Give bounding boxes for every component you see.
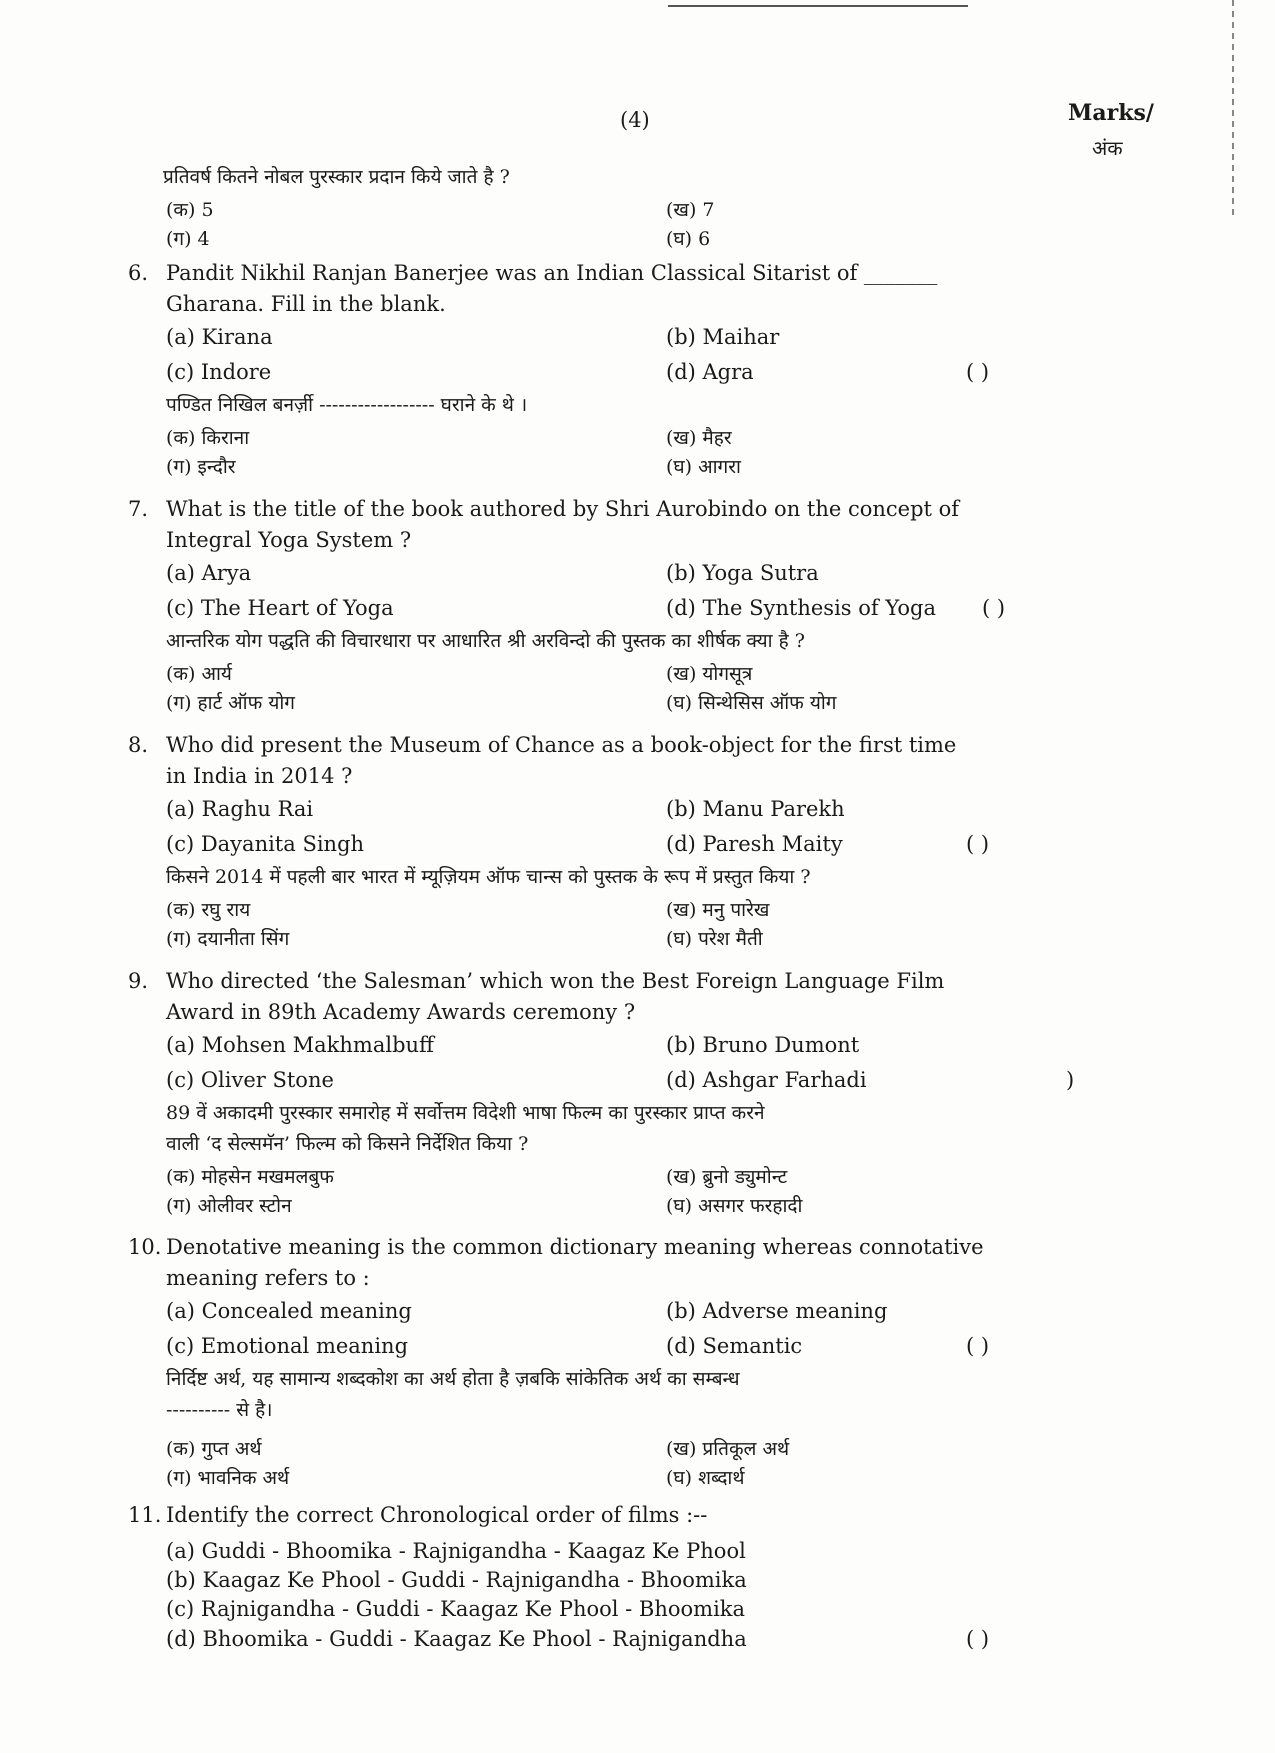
question-text-line2: Gharana. Fill in the blank.: [166, 292, 446, 316]
marks-label-hindi: अंक: [1092, 136, 1123, 160]
option-gha: (घ) 6: [666, 228, 711, 250]
option-ga: (ग) दयानीता सिंग: [166, 928, 290, 950]
marks-label: Marks/: [1068, 100, 1154, 126]
question-text-line2: Award in 89th Academy Awards ceremony ?: [166, 1000, 636, 1024]
question-text-hindi: किसने 2014 में पहली बार भारत में म्यूज़ियम ऑफ चान्स को पुस्तक के रूप में प्रस्तुत किया ?: [166, 866, 811, 888]
question-6: [128, 258, 1128, 479]
option-c: (c) Indore: [166, 360, 272, 384]
option-ka: (क) 5: [166, 199, 214, 221]
page-number: (4): [620, 108, 650, 132]
answer-parenthesis: ( ): [966, 832, 990, 856]
option-gha: (घ) आगरा: [666, 456, 741, 478]
option-b: (b) Adverse meaning: [666, 1299, 888, 1323]
option-d: (d) Semantic: [666, 1334, 803, 1358]
question-text-hindi-line2: वाली ‘द सेल्समॅन’ फिल्म को किसने निर्देशित किया ?: [166, 1133, 529, 1155]
question-text-line1: Pandit Nikhil Ranjan Banerjee was an Indian Classical Sitarist of _______: [166, 261, 938, 285]
answer-parenthesis: ( ): [966, 1334, 990, 1358]
option-gha: (घ) असगर फरहादी: [666, 1195, 803, 1217]
option-b: (b) Maihar: [666, 325, 780, 349]
option-ka: (क) किराना: [166, 427, 250, 449]
option-d: (d) Paresh Maity: [666, 832, 843, 856]
question-5-continuation: [128, 162, 1128, 251]
option-b: (b) Manu Parekh: [666, 797, 845, 821]
question-number: 11.: [128, 1503, 162, 1527]
option-a: (a) Arya: [166, 561, 252, 585]
option-ga: (ग) ओलीवर स्टोन: [166, 1195, 292, 1217]
option-c: (c) Rajnigandha - Guddi - Kaagaz Ke Phool - Bhoomika: [166, 1597, 746, 1621]
option-ka: (क) आर्य: [166, 663, 232, 685]
option-c: (c) Oliver Stone: [166, 1068, 334, 1092]
option-kha: (ख) प्रतिकूल अर्थ: [666, 1438, 790, 1460]
question-8: [128, 730, 1128, 951]
option-gha: (घ) परेश मैती: [666, 928, 763, 950]
answer-parenthesis: ): [1066, 1068, 1075, 1092]
question-text-hindi-line2: ---------- से है।: [166, 1399, 273, 1421]
option-c: (c) The Heart of Yoga: [166, 596, 394, 620]
question-text-hindi: आन्तरिक योग पद्धति की विचारधारा पर आधारित श्री अरविन्दो की पुस्तक का शीर्षक क्या है ?: [166, 630, 805, 652]
question-number: 10.: [128, 1235, 162, 1259]
option-ka: (क) गुप्त अर्थ: [166, 1438, 262, 1460]
option-ka: (क) रघु राय: [166, 899, 251, 921]
question-number: 7.: [128, 497, 149, 521]
option-ka: (क) मोहसेन मखमलबुफ: [166, 1166, 334, 1188]
question-10: [128, 1232, 1128, 1490]
question-text-line1: Denotative meaning is the common dictionary meaning whereas connotative: [166, 1235, 984, 1259]
option-d: (d) Bhoomika - Guddi - Kaagaz Ke Phool - Rajnigandha: [166, 1627, 747, 1651]
scan-edge-mark: [1232, 0, 1234, 220]
option-kha: (ख) ब्रुनो ड्युमोन्ट: [666, 1166, 788, 1188]
question-text-hindi-line1: 89 वें अकादमी पुरस्कार समारोह में सर्वोत्तम विदेशी भाषा फिल्म का पुरस्कार प्राप्त करने: [166, 1102, 765, 1124]
option-a: (a) Concealed meaning: [166, 1299, 412, 1323]
question-text-hindi: पण्डित निखिल बनर्ज़ी ------------------ घराने के थे ।: [166, 394, 528, 416]
question-text-line2: Integral Yoga System ?: [166, 528, 412, 552]
top-scan-line: [668, 5, 968, 7]
question-number: 6.: [128, 261, 149, 285]
option-a: (a) Guddi - Bhoomika - Rajnigandha - Kaagaz Ke Phool: [166, 1539, 746, 1563]
option-gha: (घ) शब्दार्थ: [666, 1467, 745, 1489]
option-a: (a) Mohsen Makhmalbuff: [166, 1033, 434, 1057]
option-b: (b) Yoga Sutra: [666, 561, 819, 585]
question-text-line2: in India in 2014 ?: [166, 764, 353, 788]
answer-parenthesis: ( ): [966, 1627, 990, 1651]
option-ga: (ग) भावनिक अर्थ: [166, 1467, 290, 1489]
option-a: (a) Raghu Rai: [166, 797, 314, 821]
option-kha: (ख) 7: [666, 199, 715, 221]
option-kha: (ख) मनु पारेख: [666, 899, 770, 921]
question-text-line1: What is the title of the book authored by Shri Aurobindo on the concept of: [166, 497, 960, 521]
question-9: [128, 966, 1128, 1218]
option-d: (d) Ashgar Farhadi: [666, 1068, 867, 1092]
option-ga: (ग) 4: [166, 228, 210, 250]
question-text-line1: Identify the correct Chronological order of films :--: [166, 1503, 708, 1527]
question-text-line1: Who directed ‘the Salesman’ which won the Best Foreign Language Film: [166, 969, 945, 993]
question-number: 9.: [128, 969, 149, 993]
question-text-line2: meaning refers to :: [166, 1266, 370, 1290]
option-c: (c) Dayanita Singh: [166, 832, 365, 856]
answer-parenthesis: ( ): [966, 360, 990, 384]
option-kha: (ख) मैहर: [666, 427, 732, 449]
question-7: [128, 494, 1128, 715]
question-text-line1: Who did present the Museum of Chance as a book-object for the first time: [166, 733, 957, 757]
question-number: 8.: [128, 733, 149, 757]
question-text-hindi: प्रतिवर्ष कितने नोबल पुरस्कार प्रदान किये जाते है ?: [163, 166, 510, 188]
option-c: (c) Emotional meaning: [166, 1334, 409, 1358]
option-b: (b) Bruno Dumont: [666, 1033, 860, 1057]
option-b: (b) Kaagaz Ke Phool - Guddi - Rajnigandha - Bhoomika: [166, 1568, 747, 1592]
option-ga: (ग) इन्दौर: [166, 456, 236, 478]
option-d: (d) The Synthesis of Yoga: [666, 596, 936, 620]
option-d: (d) Agra: [666, 360, 754, 384]
question-text-hindi-line1: निर्दिष्ट अर्थ, यह सामान्य शब्दकोश का अर्थ होता है ज़बकि सांकेतिक अर्थ का सम्बन्ध: [166, 1368, 740, 1390]
option-a: (a) Kirana: [166, 325, 273, 349]
option-kha: (ख) योगसूत्र: [666, 663, 753, 685]
answer-parenthesis: ( ): [982, 596, 1006, 620]
question-11: [128, 1500, 1128, 1654]
option-ga: (ग) हार्ट ऑफ योग: [166, 692, 295, 714]
option-gha: (घ) सिन्थेसिस ऑफ योग: [666, 692, 837, 714]
